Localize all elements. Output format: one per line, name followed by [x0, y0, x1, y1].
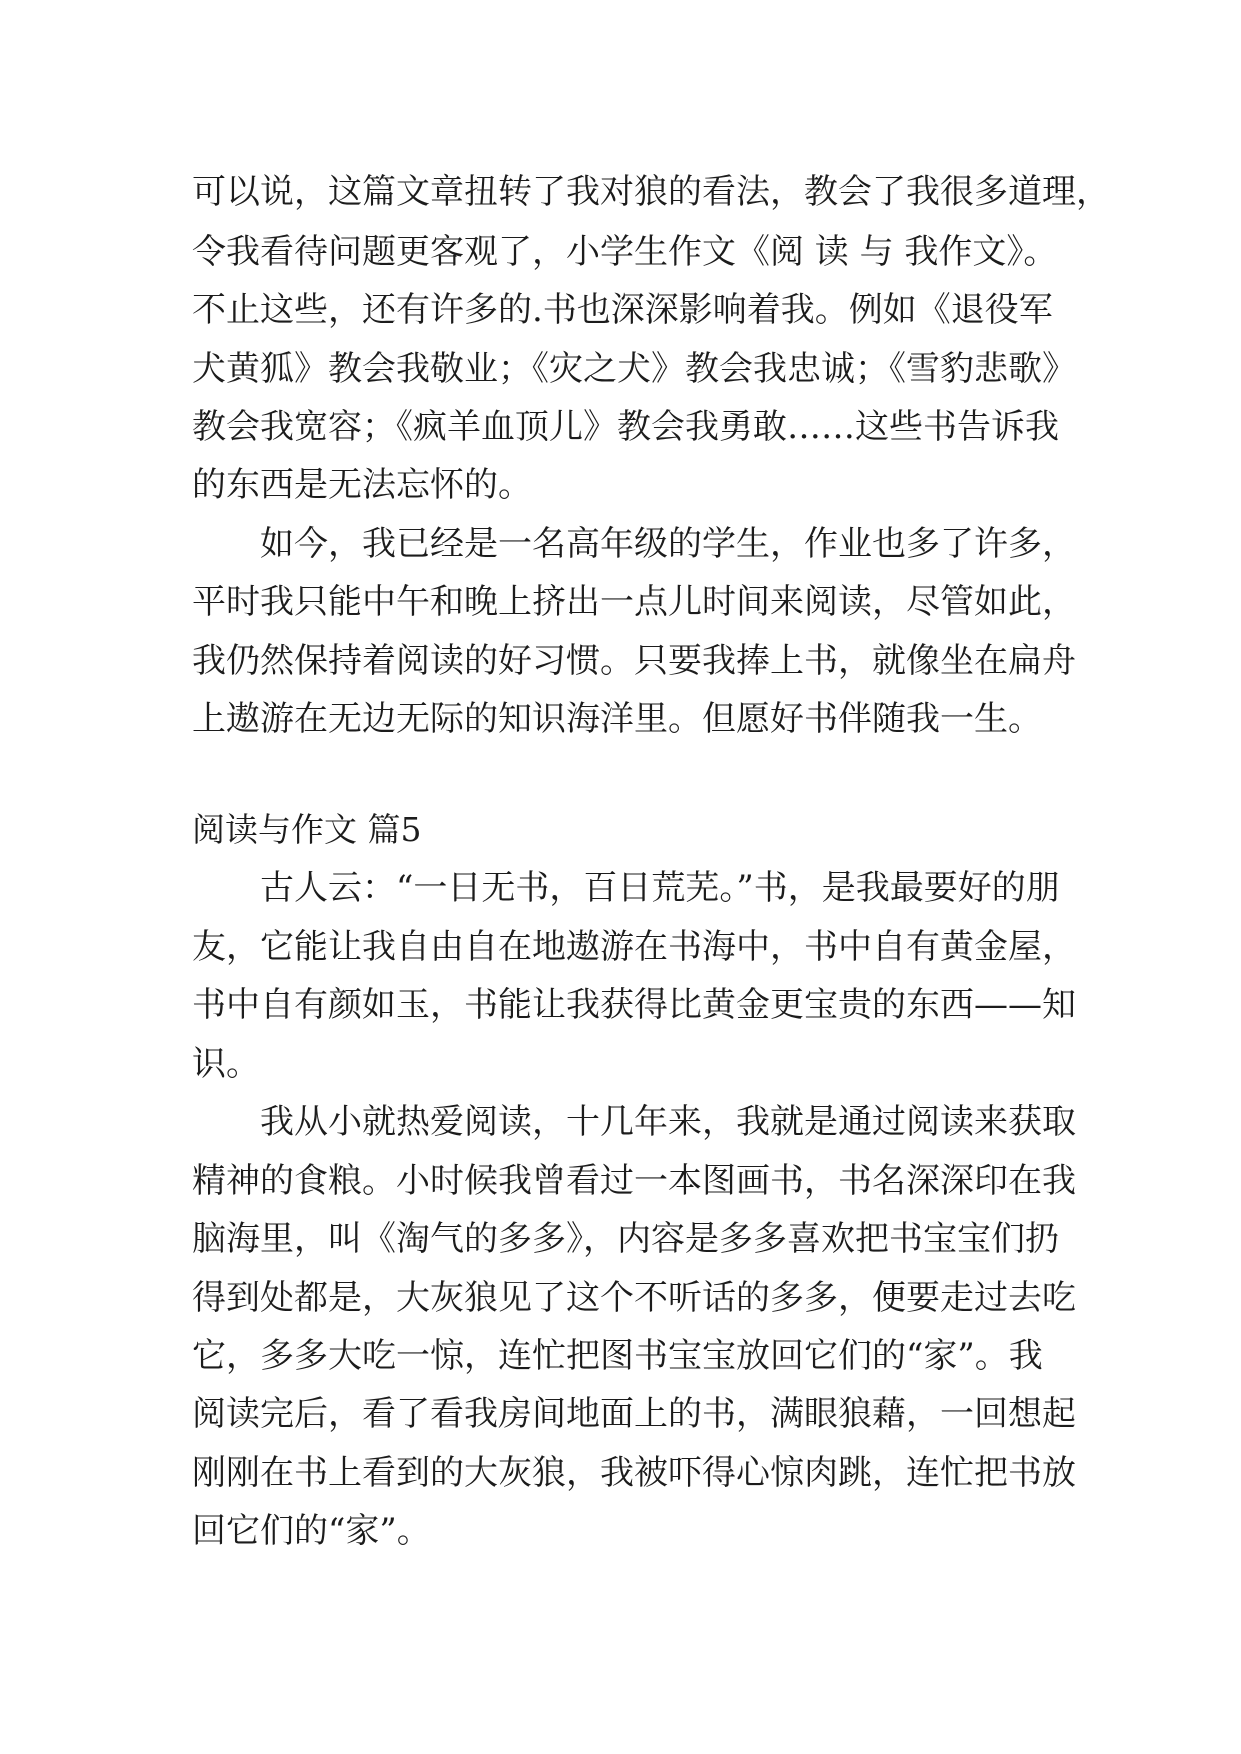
paragraph-line: 令我看待问题更客观了，小学生作文《阅 读 与 我作文》。: [192, 232, 1058, 272]
paragraph-line: 刚刚在书上看到的大灰狼，我被吓得心惊肉跳，连忙把书放: [192, 1453, 1076, 1493]
paragraph-line: 犬黄狐》教会我敬业；《灾之犬》教会我忠诚；《雪豹悲歌》: [192, 349, 1076, 389]
paragraph-line: 教会我宽容；《疯羊血顶儿》教会我勇敢……这些书告诉我: [192, 407, 1059, 447]
paragraph-line: 古人云：“一日无书，百日荒芜。”书，是我最要好的朋: [260, 868, 1060, 908]
paragraph-line: 书中自有颜如玉，书能让我获得比黄金更宝贵的东西——知: [192, 985, 1076, 1025]
paragraph-line: 回它们的“家”。: [192, 1511, 431, 1551]
section-heading: 阅读与作文 篇5: [192, 810, 422, 849]
paragraph-line: 脑海里，叫《淘气的多多》，内容是多多喜欢把书宝宝们扔: [192, 1219, 1059, 1259]
paragraph-line: 可以说，这篇文章扭转了我对狼的看法，教会了我很多道理，: [192, 172, 1110, 212]
paragraph-line: 不止这些，还有许多的.书也深深影响着我。例如《退役军: [192, 290, 1053, 330]
paragraph-line: 阅读完后，看了看我房间地面上的书，满眼狼藉，一回想起: [192, 1394, 1076, 1434]
paragraph-line: 我从小就热爱阅读，十几年来，我就是通过阅读来获取: [260, 1102, 1076, 1142]
paragraph-line: 得到处都是，大灰狼见了这个不听话的多多，便要走过去吃: [192, 1278, 1076, 1318]
paragraph-line: 的东西是无法忘怀的。: [192, 465, 532, 505]
paragraph-line: 友，它能让我自由自在地遨游在书海中，书中自有黄金屋，: [192, 927, 1076, 967]
paragraph-line: 精神的食粮。小时候我曾看过一本图画书，书名深深印在我: [192, 1161, 1076, 1201]
paragraph-line: 我仍然保持着阅读的好习惯。只要我捧上书，就像坐在扁舟: [192, 641, 1076, 681]
paragraph-line: 上遨游在无边无际的知识海洋里。但愿好书伴随我一生。: [192, 699, 1042, 739]
paragraph-line: 识。: [192, 1044, 260, 1084]
paragraph-line: 它，多多大吃一惊，连忙把图书宝宝放回它们的“家”。我: [192, 1336, 1043, 1376]
paragraph-line: 如今，我已经是一名高年级的学生，作业也多了许多，: [260, 524, 1076, 564]
paragraph-line: 平时我只能中午和晚上挤出一点儿时间来阅读，尽管如此，: [192, 582, 1076, 622]
